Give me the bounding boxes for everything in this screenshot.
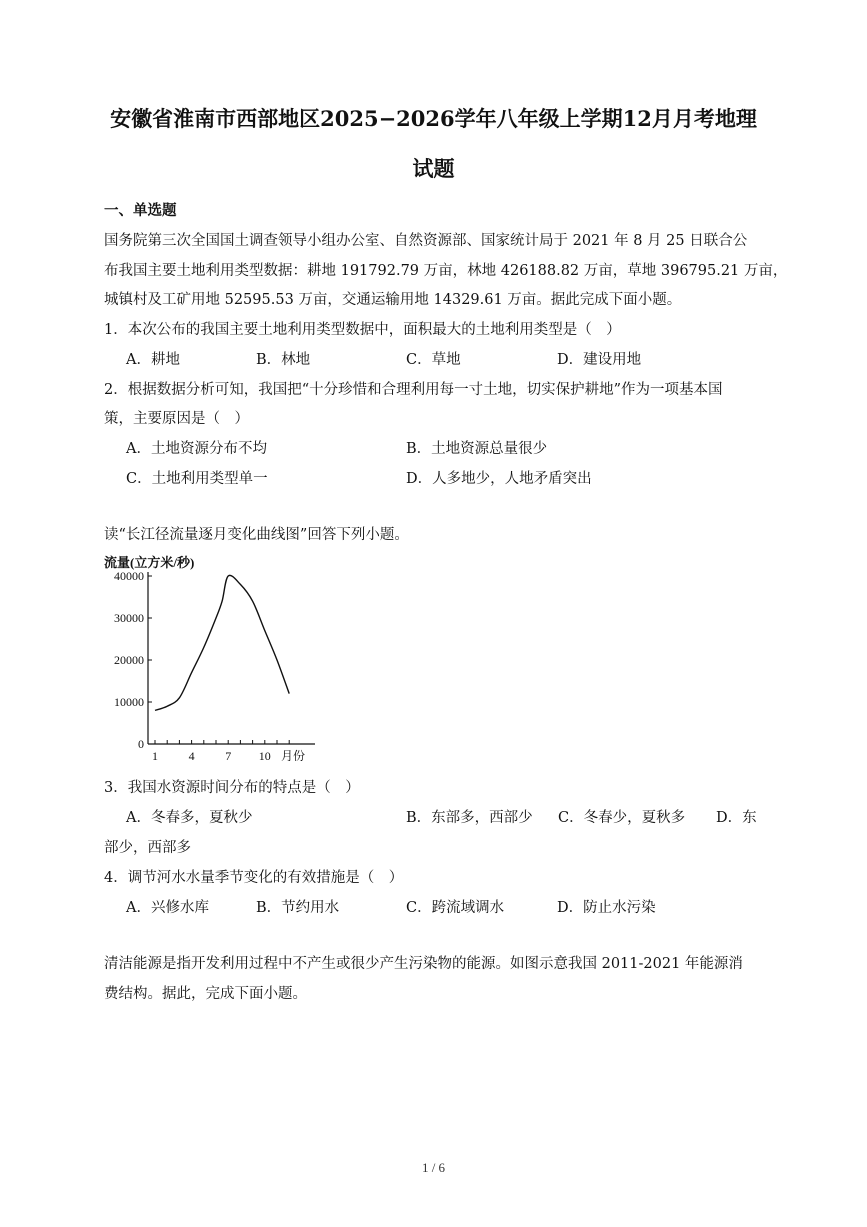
question-1-stem: 1．本次公布的我国主要土地利用类型数据中，面积最大的土地利用类型是（ ） (104, 322, 621, 338)
question-4-option-d[interactable]: D．防止水污染 (557, 900, 656, 916)
chart-svg (100, 552, 330, 774)
document-title: 安徽省淮南市西部地区2025−2026学年八年级上学期12月月考地理 (110, 106, 757, 131)
intro-paragraph-line: 国务院第三次全国国土调查领导小组办公室、自然资源部、国家统计局于 2021 年 8 月 25 日联合公 (104, 233, 748, 249)
x-axis-label: 月份 (281, 749, 306, 763)
y-tick-label: 0 (138, 737, 144, 751)
question-2-stem: 2．根据数据分析可知，我国把“十分珍惜和合理利用每一寸土地，切实保护耕地”作为一项基本国 (104, 382, 723, 398)
question-3-option-c[interactable]: C．冬春少，夏秋多 (558, 810, 686, 826)
energy-intro-line: 清洁能源是指开发利用过程中不产生或很少产生污染物的能源。如图示意我国 2011-2021 年能源消 (104, 956, 743, 972)
page-number: 1 / 6 (421, 1160, 446, 1175)
question-1-option-c[interactable]: C．草地 (406, 352, 461, 368)
y-tick-label: 30000 (114, 611, 144, 625)
y-tick-label: 40000 (114, 569, 144, 583)
question-1-option-a[interactable]: A．耕地 (126, 352, 180, 368)
y-tick-label: 20000 (114, 653, 144, 667)
x-tick-label: 10 (258, 749, 271, 763)
runoff-line-chart (100, 552, 330, 774)
question-2-stem-continued: 策，主要原因是（ ） (104, 411, 249, 427)
question-2-option-c[interactable]: C．土地利用类型单一 (126, 471, 268, 487)
question-2-option-b[interactable]: B．土地资源总量很少 (406, 441, 548, 457)
question-1-option-b[interactable]: B．林地 (256, 352, 311, 368)
y-axis-label: 流量(立方米/秒) (104, 555, 195, 570)
question-4-stem: 4．调节河水水量季节变化的有效措施是（ ） (104, 870, 404, 886)
x-tick-label: 4 (188, 749, 195, 763)
question-1-option-d[interactable]: D．建设用地 (557, 352, 642, 368)
question-3-stem: 3．我国水资源时间分布的特点是（ ） (104, 780, 360, 796)
question-3-option-d-continued: 部少，西部多 (104, 840, 191, 856)
question-4-option-c[interactable]: C．跨流域调水 (406, 900, 505, 916)
question-2-option-d[interactable]: D．人多地少，人地矛盾突出 (406, 471, 592, 487)
question-3-option-b[interactable]: B．东部多，西部少 (406, 810, 533, 826)
section-heading: 一、单选题 (104, 202, 177, 219)
question-3-option-d[interactable]: D．东 (716, 810, 757, 826)
question-4-option-b[interactable]: B．节约用水 (256, 900, 340, 916)
document-title-continued: 试题 (412, 156, 455, 181)
y-tick-label: 10000 (114, 695, 144, 709)
chart-intro: 读“长江径流量逐月变化曲线图”回答下列小题。 (104, 527, 409, 543)
question-4-option-a[interactable]: A．兴修水库 (126, 900, 209, 916)
runoff-series-line (155, 575, 289, 710)
intro-paragraph-line: 城镇村及工矿用地 52595.53 万亩，交通运输用地 14329.61 万亩。据此完成下面小题。 (104, 292, 682, 308)
intro-paragraph-line: 布我国主要土地利用类型数据：耕地 191792.79 万亩，林地 426188.82 万亩，草地 396795.21 万亩， (104, 263, 788, 279)
question-3-option-a[interactable]: A．冬春多，夏秋少 (126, 810, 253, 826)
x-tick-label: 1 (152, 749, 158, 763)
question-2-option-a[interactable]: A．土地资源分布不均 (126, 441, 267, 457)
energy-intro-line: 费结构。据此，完成下面小题。 (104, 986, 307, 1002)
x-tick-label: 7 (225, 749, 232, 763)
